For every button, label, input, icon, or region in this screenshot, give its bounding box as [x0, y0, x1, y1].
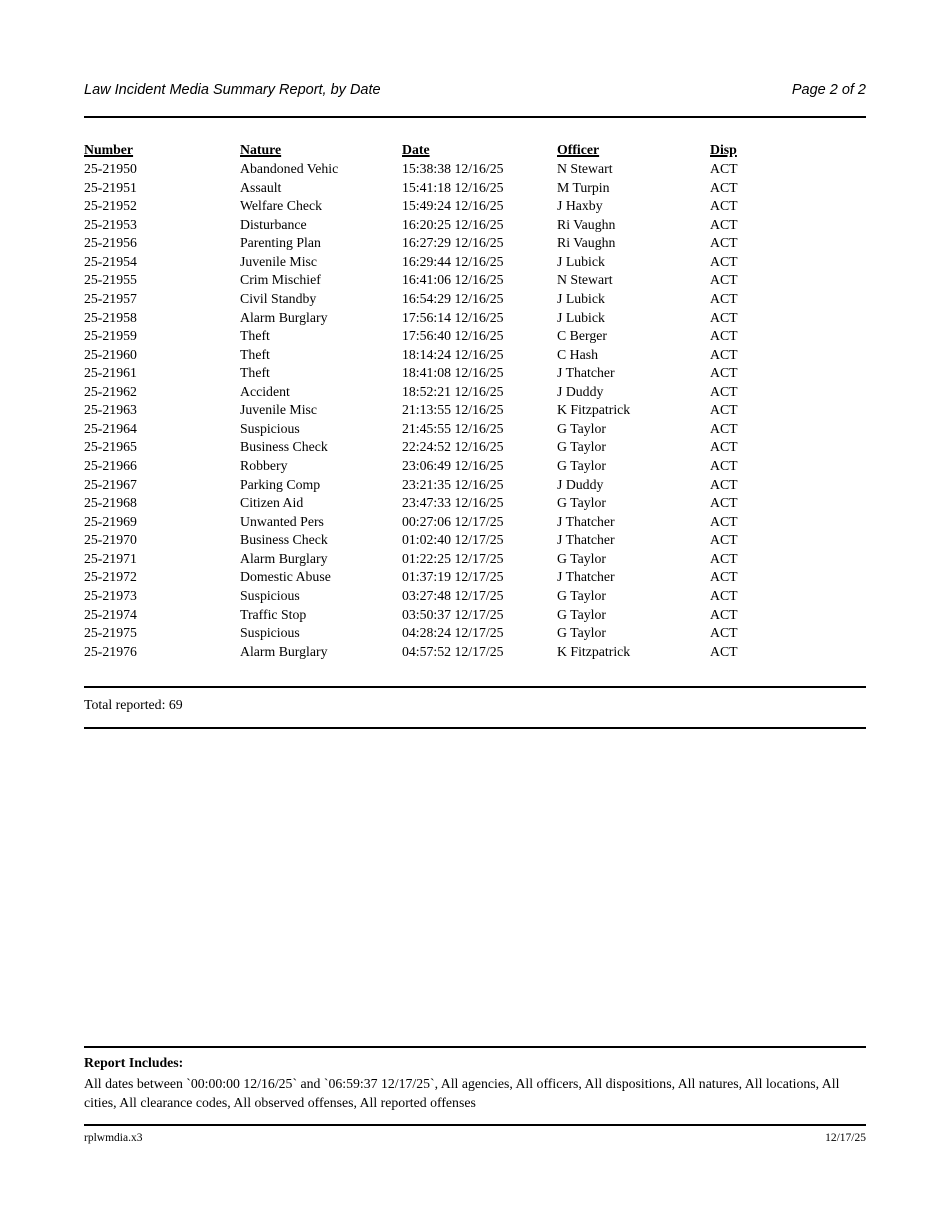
cell-officer: G Taylor — [557, 625, 606, 641]
cell-number: 25-21950 — [84, 161, 137, 176]
footer-date: 12/17/25 — [825, 1132, 866, 1144]
col-header-officer: Officer — [557, 142, 600, 157]
table-row — [84, 216, 866, 235]
cell-officer: N Stewart — [557, 272, 613, 288]
cell-officer: M Turpin — [557, 179, 610, 195]
cell-number: 25-21974 — [84, 606, 137, 622]
cell-number: 25-21964 — [84, 420, 137, 436]
cell-number: 25-21957 — [84, 290, 137, 306]
cell-number: 25-21956 — [84, 235, 137, 251]
table-row — [84, 346, 866, 365]
cell-date: 04:28:24 12/17/25 — [402, 625, 504, 641]
cell-nature: Traffic Stop — [240, 606, 307, 622]
cell-officer: Ri Vaughn — [557, 216, 616, 232]
cell-disp: ACT — [710, 402, 738, 418]
cell-disp: ACT — [710, 532, 738, 548]
cell-disp: ACT — [710, 625, 738, 641]
page-footer — [84, 1132, 866, 1144]
cell-nature: Alarm Burglary — [240, 643, 328, 659]
cell-officer: G Taylor — [557, 458, 606, 473]
cell-date: 17:56:40 12/16/25 — [402, 328, 504, 344]
cell-nature: Business Check — [240, 439, 328, 455]
cell-officer: G Taylor — [557, 420, 606, 436]
total-reported — [84, 697, 183, 713]
cell-officer: G Taylor — [557, 495, 606, 511]
total-top-rule — [84, 686, 866, 688]
cell-date: 16:54:29 12/16/25 — [402, 290, 504, 306]
cell-disp: ACT — [710, 513, 738, 529]
report-header — [84, 82, 866, 98]
cell-number: 25-21963 — [84, 402, 137, 418]
cell-date: 22:24:52 12/16/25 — [402, 439, 504, 455]
cell-disp: ACT — [710, 309, 738, 325]
cell-nature: Theft — [240, 328, 270, 344]
cell-officer: J Thatcher — [557, 513, 615, 529]
cell-date: 21:13:55 12/16/25 — [402, 402, 504, 418]
cell-date: 16:20:25 12/16/25 — [402, 216, 504, 232]
table-row — [84, 531, 866, 550]
cell-number: 25-21952 — [84, 198, 137, 214]
cell-date: 01:37:19 12/17/25 — [402, 569, 504, 585]
cell-nature: Suspicious — [240, 587, 300, 603]
cell-nature: Disturbance — [240, 216, 307, 232]
footer-rule — [84, 1124, 866, 1126]
cell-nature: Parking Comp — [240, 476, 321, 492]
cell-officer: G Taylor — [557, 587, 606, 603]
cell-number: 25-21959 — [84, 328, 137, 344]
cell-disp: ACT — [710, 161, 738, 176]
cell-disp: ACT — [710, 253, 738, 269]
cell-officer: J Lubick — [557, 290, 605, 306]
cell-date: 16:27:29 12/16/25 — [402, 235, 504, 251]
table-row — [84, 643, 866, 662]
cell-officer: K Fitzpatrick — [557, 402, 631, 418]
cell-number: 25-21953 — [84, 216, 137, 232]
cell-date: 18:14:24 12/16/25 — [402, 346, 504, 362]
cell-disp: ACT — [710, 495, 738, 511]
cell-officer: J Thatcher — [557, 365, 615, 381]
cell-number: 25-21951 — [84, 179, 137, 195]
total-label: Total reported: — [84, 697, 166, 712]
includes-rule — [84, 1046, 866, 1048]
cell-disp: ACT — [710, 365, 738, 381]
cell-number: 25-21972 — [84, 569, 137, 585]
cell-officer: C Berger — [557, 328, 607, 344]
cell-date: 01:02:40 12/17/25 — [402, 532, 504, 548]
cell-date: 18:41:08 12/16/25 — [402, 365, 504, 381]
cell-officer: J Lubick — [557, 309, 605, 325]
cell-disp: ACT — [710, 569, 738, 585]
cell-number: 25-21960 — [84, 346, 137, 362]
cell-number: 25-21954 — [84, 253, 137, 269]
cell-disp: ACT — [710, 643, 738, 659]
cell-disp: ACT — [710, 198, 738, 214]
report-includes-heading: Report Includes: — [84, 1055, 184, 1070]
col-header-nature: Nature — [240, 142, 282, 157]
cell-date: 15:38:38 12/16/25 — [402, 161, 504, 176]
cell-nature: Civil Standby — [240, 290, 317, 306]
cell-nature: Suspicious — [240, 625, 300, 641]
table-row — [84, 309, 866, 328]
cell-nature: Assault — [240, 179, 282, 195]
cell-disp: ACT — [710, 235, 738, 251]
cell-number: 25-21970 — [84, 532, 137, 548]
col-header-number: Number — [84, 142, 134, 157]
cell-number: 25-21966 — [84, 458, 137, 473]
cell-officer: J Thatcher — [557, 532, 615, 548]
table-row — [84, 587, 866, 606]
cell-disp: ACT — [710, 328, 738, 344]
cell-disp: ACT — [710, 346, 738, 362]
cell-disp: ACT — [710, 550, 738, 566]
cell-disp: ACT — [710, 383, 738, 399]
cell-date: 23:21:35 12/16/25 — [402, 476, 504, 492]
cell-nature: Robbery — [240, 458, 288, 473]
cell-nature: Alarm Burglary — [240, 309, 328, 325]
cell-officer: N Stewart — [557, 161, 613, 176]
cell-disp: ACT — [710, 458, 738, 473]
table-row — [84, 160, 866, 179]
table-row — [84, 179, 866, 198]
cell-nature: Welfare Check — [240, 198, 323, 214]
table-row — [84, 606, 866, 625]
cell-number: 25-21973 — [84, 587, 137, 603]
cell-date: 23:06:49 12/16/25 — [402, 458, 504, 473]
cell-officer: K Fitzpatrick — [557, 643, 631, 659]
cell-date: 16:41:06 12/16/25 — [402, 272, 504, 288]
table-row — [84, 401, 866, 420]
table-row — [84, 197, 866, 216]
col-header-date: Date — [402, 142, 430, 157]
cell-nature: Theft — [240, 346, 270, 362]
cell-nature: Business Check — [240, 532, 328, 548]
table-row — [84, 550, 866, 569]
cell-officer: C Hash — [557, 346, 599, 362]
report-title: Law Incident Media Summary Report, by Date — [84, 82, 381, 98]
footer-report-id: rplwmdia.x3 — [84, 1132, 143, 1144]
cell-disp: ACT — [710, 216, 738, 232]
cell-number: 25-21967 — [84, 476, 137, 492]
table-row — [84, 420, 866, 439]
cell-officer: J Thatcher — [557, 569, 615, 585]
cell-nature: Juvenile Misc — [240, 402, 318, 418]
cell-date: 18:52:21 12/16/25 — [402, 383, 504, 399]
table-row — [84, 438, 866, 457]
cell-nature: Abandoned Vehic — [240, 161, 339, 176]
cell-disp: ACT — [710, 179, 738, 195]
incident-table — [84, 140, 866, 661]
cell-officer: J Haxby — [557, 198, 603, 214]
cell-nature: Accident — [240, 383, 290, 399]
cell-date: 17:56:14 12/16/25 — [402, 309, 504, 325]
table-header-row — [84, 140, 866, 160]
cell-number: 25-21968 — [84, 495, 137, 511]
cell-nature: Juvenile Misc — [240, 253, 318, 269]
table-row — [84, 327, 866, 346]
table-row — [84, 290, 866, 309]
cell-officer: J Duddy — [557, 383, 604, 399]
cell-number: 25-21962 — [84, 383, 137, 399]
cell-disp: ACT — [710, 420, 738, 436]
table-body — [84, 160, 866, 661]
header-rule — [84, 116, 866, 118]
cell-number: 25-21976 — [84, 643, 137, 659]
table-row — [84, 364, 866, 383]
cell-disp: ACT — [710, 606, 738, 622]
cell-date: 03:50:37 12/17/25 — [402, 606, 504, 622]
cell-disp: ACT — [710, 587, 738, 603]
cell-date: 16:29:44 12/16/25 — [402, 253, 504, 269]
table-row — [84, 457, 866, 476]
cell-number: 25-21969 — [84, 513, 137, 529]
cell-nature: Unwanted Pers — [240, 513, 324, 529]
cell-officer: G Taylor — [557, 550, 606, 566]
cell-number: 25-21955 — [84, 272, 137, 288]
cell-nature: Parenting Plan — [240, 235, 321, 251]
col-header-disp: Disp — [710, 142, 737, 157]
table-row — [84, 234, 866, 253]
table-row — [84, 271, 866, 290]
cell-officer: G Taylor — [557, 439, 606, 455]
report-includes-body: All dates between `00:00:00 12/16/25` and `06:59:37 12/17/25`, All agencies, All officers, All dispositions, All natures, All locations, All cities, All clearance codes, All observed offenses, All reported offenses — [84, 1076, 840, 1110]
table-row — [84, 513, 866, 532]
cell-nature: Crim Mischief — [240, 272, 321, 288]
cell-officer: J Lubick — [557, 253, 605, 269]
cell-officer: Ri Vaughn — [557, 235, 616, 251]
cell-number: 25-21971 — [84, 550, 137, 566]
table-row — [84, 624, 866, 643]
total-value: 69 — [168, 697, 183, 712]
cell-disp: ACT — [710, 439, 738, 455]
page-indicator: Page 2 of 2 — [791, 82, 866, 98]
table-row — [84, 568, 866, 587]
table-row — [84, 253, 866, 272]
table-row — [84, 476, 866, 495]
cell-officer: J Duddy — [557, 476, 604, 492]
cell-date: 04:57:52 12/17/25 — [402, 643, 504, 659]
cell-officer: G Taylor — [557, 606, 606, 622]
cell-nature: Citizen Aid — [240, 495, 304, 511]
cell-number: 25-21961 — [84, 365, 137, 381]
cell-nature: Theft — [240, 365, 270, 381]
table-row — [84, 383, 866, 402]
cell-date: 23:47:33 12/16/25 — [402, 495, 504, 511]
cell-date: 00:27:06 12/17/25 — [402, 513, 504, 529]
cell-disp: ACT — [710, 290, 738, 306]
cell-disp: ACT — [710, 272, 738, 288]
cell-date: 15:41:18 12/16/25 — [402, 179, 504, 195]
cell-number: 25-21975 — [84, 625, 137, 641]
cell-number: 25-21958 — [84, 309, 137, 325]
cell-date: 01:22:25 12/17/25 — [402, 550, 504, 566]
cell-date: 15:49:24 12/16/25 — [402, 198, 504, 214]
cell-nature: Domestic Abuse — [240, 569, 331, 585]
cell-date: 21:45:55 12/16/25 — [402, 420, 504, 436]
total-bottom-rule — [84, 727, 866, 729]
cell-nature: Alarm Burglary — [240, 550, 328, 566]
cell-number: 25-21965 — [84, 439, 137, 455]
cell-date: 03:27:48 12/17/25 — [402, 587, 504, 603]
cell-disp: ACT — [710, 476, 738, 492]
cell-nature: Suspicious — [240, 420, 300, 436]
table-row — [84, 494, 866, 513]
